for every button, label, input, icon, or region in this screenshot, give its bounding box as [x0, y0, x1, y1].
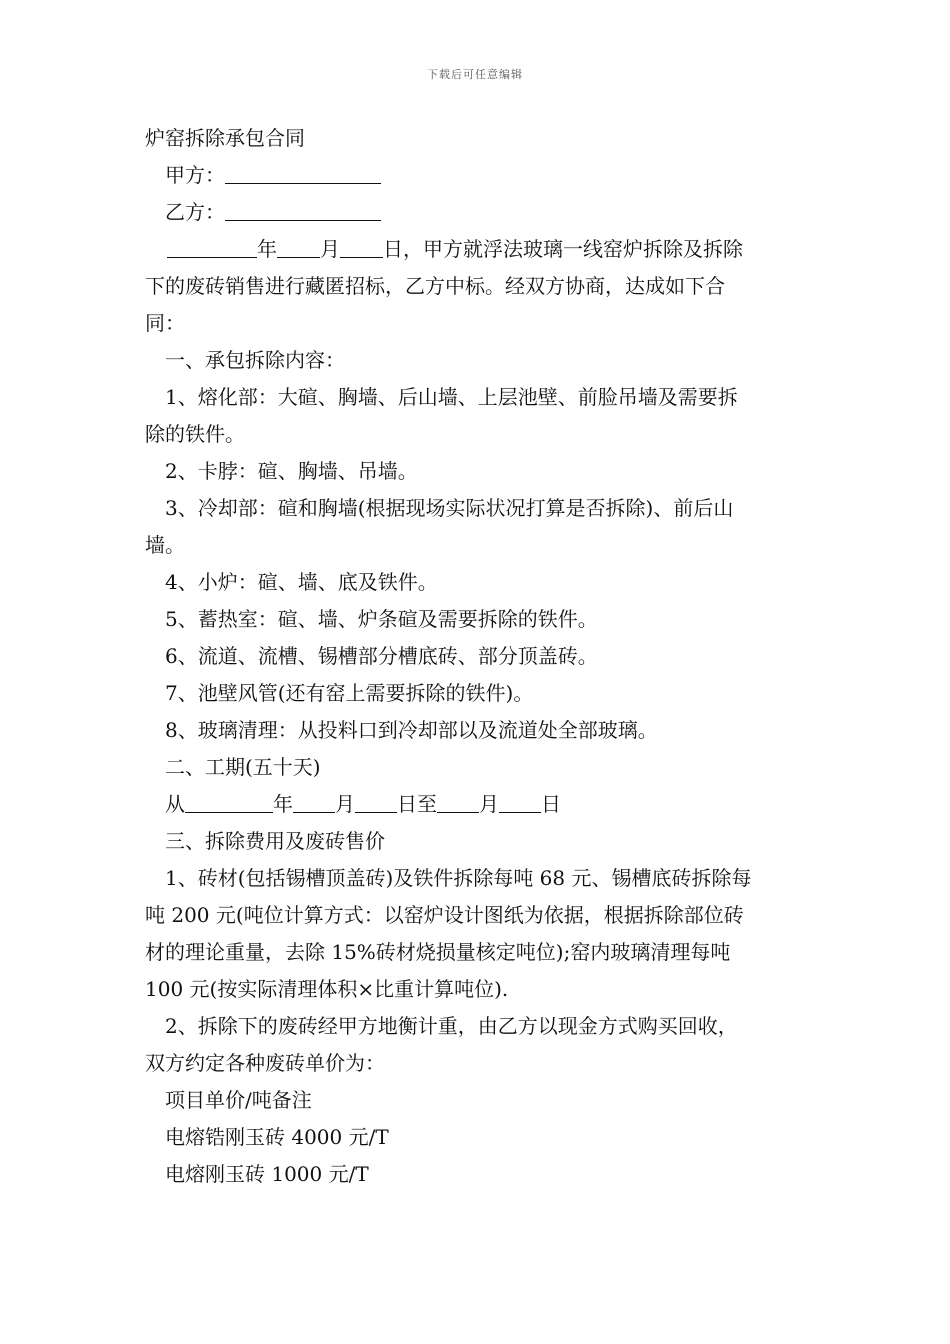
- period-month-label: 月: [335, 792, 355, 816]
- party-b-label: 乙方：: [165, 200, 225, 224]
- period-line: [145, 786, 810, 823]
- period-month2-blank: [437, 792, 479, 813]
- intro-line-1: [145, 231, 810, 268]
- item-2: 2、卡脖：碹、胸墙、吊墙。: [165, 459, 418, 483]
- item-1-line-1: 1、熔化部：大碹、胸墙、后山墙、上层池壁、前脸吊墙及需要拆: [165, 385, 738, 409]
- party-b-line: [145, 194, 810, 231]
- intro-year-blank: [167, 237, 257, 258]
- period-day-blank: [355, 792, 397, 813]
- party-b-blank: [225, 200, 381, 221]
- intro-line-2: 下的废砖销售进行藏匿招标，乙方中标。经双方协商，达成如下合: [145, 274, 725, 298]
- period-month-blank: [293, 792, 335, 813]
- item-1-line-2: 除的铁件。: [145, 422, 245, 446]
- section-2-title: 二、工期(五十天): [165, 755, 321, 779]
- item-5: 5、蓄热室：碹、墙、炉条碹及需要拆除的铁件。: [165, 607, 598, 631]
- intro-year-label: 年: [257, 237, 277, 261]
- fee-1-line-1: 1、砖材(包括锡槽顶盖砖)及铁件拆除每吨 68 元、锡槽底砖拆除每: [165, 866, 752, 890]
- party-a-line: [145, 157, 810, 194]
- period-month2-label: 月: [479, 792, 499, 816]
- price-row-1: 电熔锆刚玉砖 4000 元/T: [165, 1125, 389, 1149]
- fee-2-line-1: 2、拆除下的废砖经甲方地衡计重，由乙方以现金方式购买回收，: [165, 1014, 738, 1038]
- price-row-2: 电熔刚玉砖 1000 元/T: [165, 1162, 369, 1186]
- intro-month-blank: [277, 237, 320, 258]
- fee-1-line-2: 吨 200 元(吨位计算方式：以窑炉设计图纸为依据，根据拆除部位砖: [145, 903, 744, 927]
- party-a-blank: [225, 163, 381, 184]
- period-from-label: 从: [165, 792, 185, 816]
- period-day2-blank: [499, 792, 541, 813]
- section-3-title: 三、拆除费用及废砖售价: [165, 829, 385, 853]
- item-8: 8、玻璃清理：从投料口到冷却部以及流道处全部玻璃。: [165, 718, 658, 742]
- contract-body: [145, 120, 810, 1193]
- period-day-to-label: 日至: [397, 792, 437, 816]
- intro-line-3: 同：: [145, 311, 185, 335]
- price-table-header: 项目单价/吨备注: [165, 1088, 312, 1112]
- item-7: 7、池壁风管(还有窑上需要拆除的铁件)。: [165, 681, 534, 705]
- intro-day-text: 日，甲方就浮法玻璃一线窑炉拆除及拆除: [383, 237, 743, 261]
- fee-1-line-4: 100 元(按实际清理体积×比重计算吨位).: [145, 977, 509, 1001]
- fee-1-line-3: 材的理论重量，去除 15%砖材烧损量核定吨位);窑内玻璃清理每吨: [145, 940, 731, 964]
- fee-2-line-2: 双方约定各种废砖单价为：: [145, 1051, 385, 1075]
- item-3-line-2: 墙。: [145, 533, 185, 557]
- page-header-note: 下载后可任意编辑: [427, 68, 523, 81]
- item-4: 4、小炉：碹、墙、底及铁件。: [165, 570, 438, 594]
- intro-month-label: 月: [320, 237, 340, 261]
- section-1-title: 一、承包拆除内容：: [165, 348, 345, 372]
- period-year-label: 年: [273, 792, 293, 816]
- period-day2-label: 日: [541, 792, 561, 816]
- party-a-label: 甲方：: [165, 163, 225, 187]
- intro-day-blank: [340, 237, 383, 258]
- item-6: 6、流道、流槽、锡槽部分槽底砖、部分顶盖砖。: [165, 644, 598, 668]
- contract-title: 炉窑拆除承包合同: [145, 126, 305, 150]
- item-3-line-1: 3、冷却部：碹和胸墙(根据现场实际状况打算是否拆除)、前后山: [165, 496, 734, 520]
- period-year-blank: [185, 792, 273, 813]
